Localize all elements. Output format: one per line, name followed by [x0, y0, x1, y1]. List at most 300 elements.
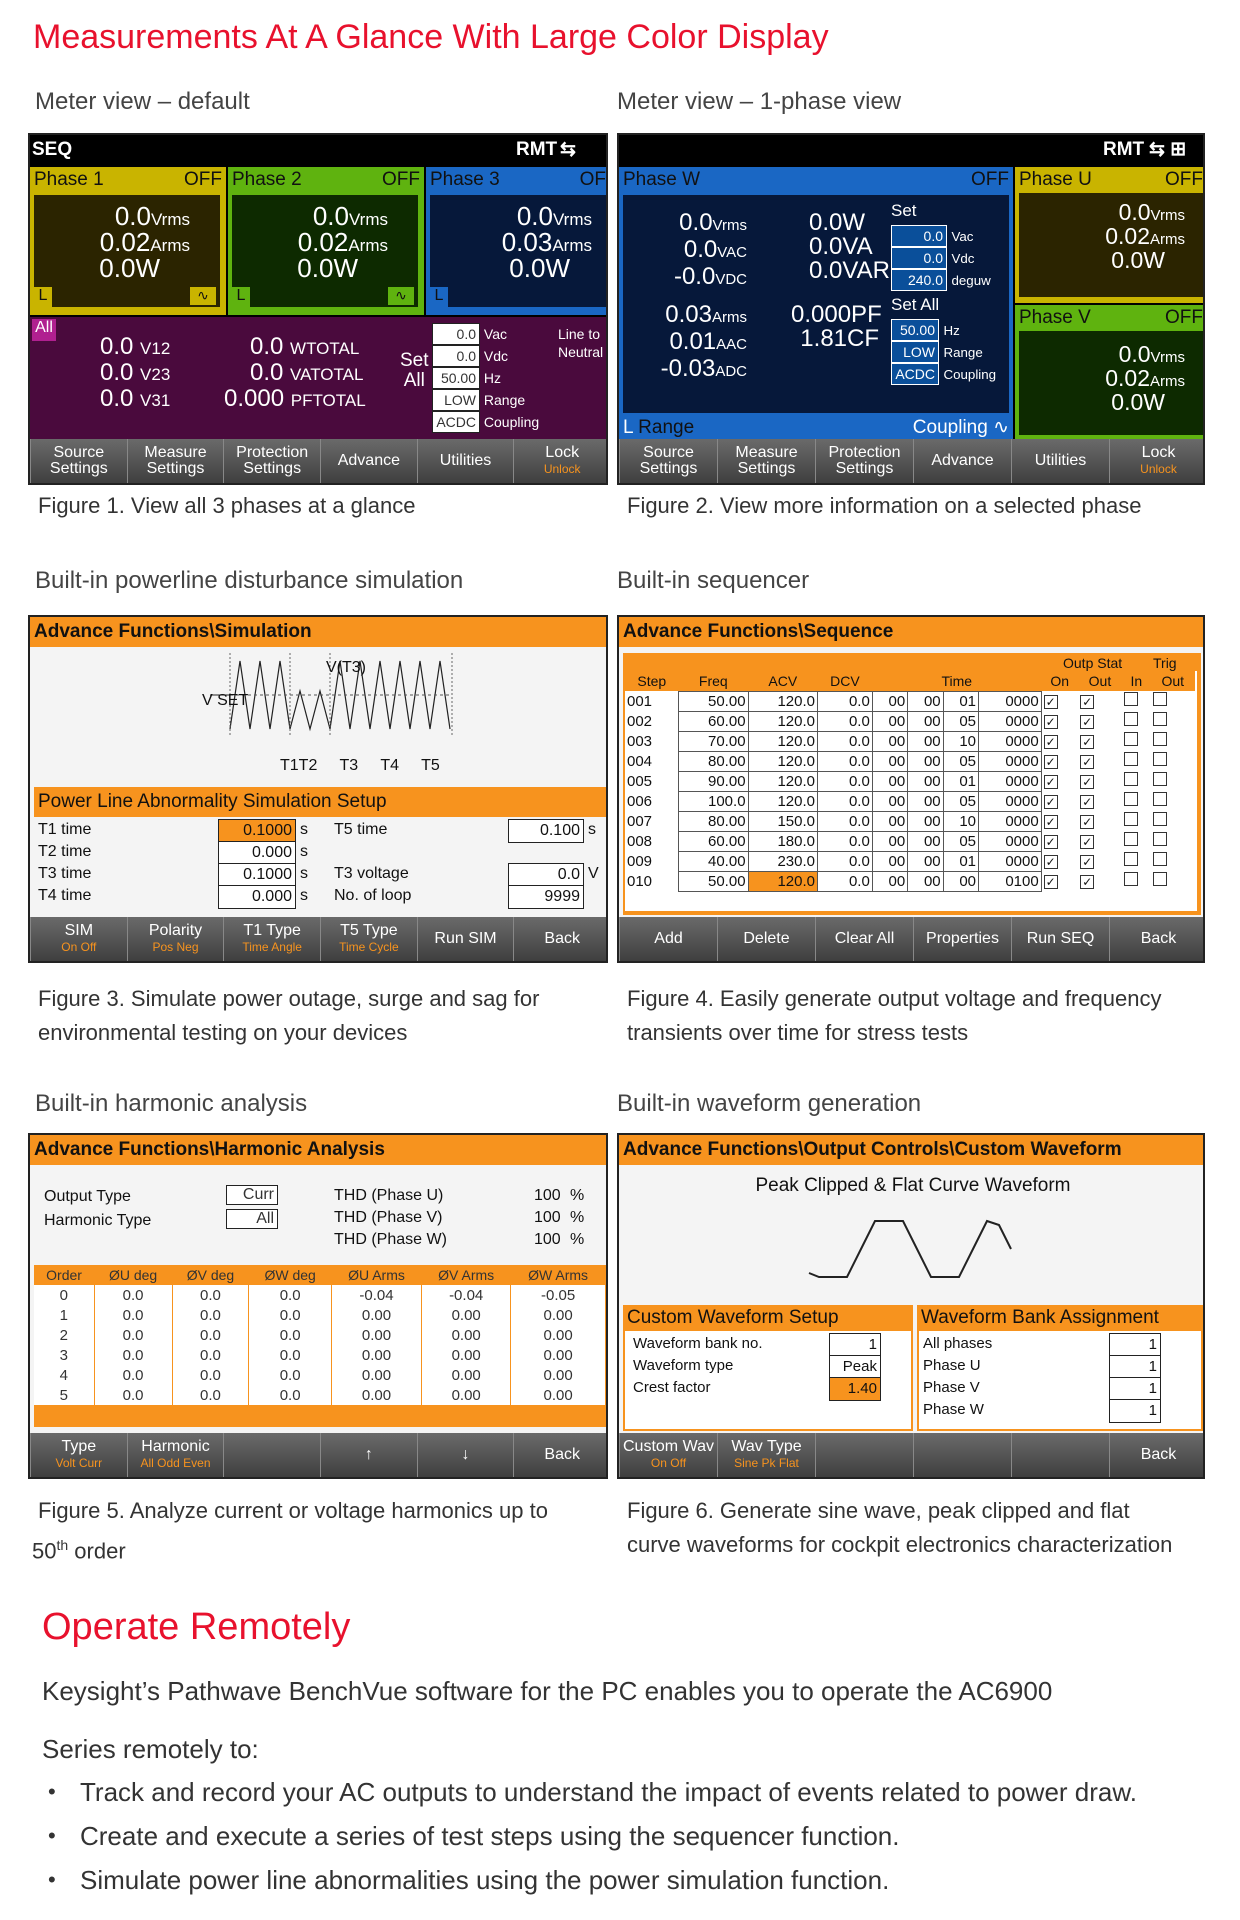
seq-header-cell: Out: [1088, 673, 1112, 689]
checkbox[interactable]: [1153, 772, 1167, 786]
screen-title: Advance Functions\Simulation: [30, 617, 606, 647]
t2-time-field[interactable]: 0.000: [218, 841, 296, 865]
seq-cell: 00: [872, 771, 907, 791]
checkbox[interactable]: ✓: [1082, 834, 1093, 849]
screen-harmonic: Advance Functions\Harmonic Analysis Output Type Harmonic Type Curr All THD (Phase U) 100 % THD (Phase V) 100 % THD (Phase W) 100 % Order ØU deg ØV deg ØW deg ØU Arms ØV Arms ØW Arms 0 0.0 0.0 0.0 -0.04 -0.04 -0.05 1 0.0 0.0 0.0 0.00 0.00 0.00 2 0.0 0.0 0.0 0.00 0.00 0.00 3 0.0 0.0 0.0 0.00 0.00 0.00 4 0.0 0.0 0.0 0.00 0.00 0.00 5 0.0 0.0 0.0 0.00 0.00 0.00 Type Volt Curr Harmonic All Odd Even ↑ ↓ Back: [28, 1133, 608, 1479]
seq-cell: 0000: [979, 691, 1042, 711]
seq-cell: 00: [872, 791, 907, 811]
phase3-title: Phase 3: [430, 169, 500, 190]
table-row[interactable]: [625, 811, 1195, 831]
harmonic-header-cell: ØW Arms: [528, 1267, 589, 1283]
seq-cell: 70.00: [679, 731, 748, 751]
seq-cell: 00: [908, 871, 943, 891]
table-row[interactable]: [625, 791, 1195, 811]
harmonic-cell: 0.00: [422, 1385, 511, 1405]
table-row: [34, 1365, 606, 1385]
section-title-measurements: Measurements At A Glance With Large Color Display: [33, 18, 829, 56]
harmonic-cell: 0.0: [249, 1365, 331, 1385]
seq-cell: 10: [943, 731, 978, 751]
seq-cell: 230.0: [748, 851, 817, 871]
seq-cell: 00: [872, 851, 907, 871]
harmonic-cell: 0.00: [331, 1365, 421, 1385]
output-type-field[interactable]: Curr: [226, 1185, 278, 1205]
harmonic-cell: 0.00: [511, 1365, 606, 1385]
checkbox[interactable]: [1153, 792, 1167, 806]
harmonic-cell: 0: [34, 1285, 94, 1305]
subheading-waveform: Built-in waveform generation: [617, 1090, 922, 1117]
t1-time-field[interactable]: 0.1000: [218, 819, 296, 843]
softkey-bar: [619, 439, 1205, 483]
seq-cell: 00: [872, 831, 907, 851]
waveform-bank-assignment: Waveform Bank Assignment All phases 1 Phase U 1 Phase V 1 Phase W 1: [917, 1305, 1203, 1431]
checkbox[interactable]: [1124, 752, 1138, 766]
seq-cell: 0000: [979, 851, 1042, 871]
seq-cell: 120.0: [748, 691, 817, 711]
seq-cell: 00: [908, 791, 943, 811]
seq-label: SEQ: [32, 139, 73, 160]
t5-time-field[interactable]: 0.100: [508, 819, 584, 843]
all-phases-panel: All 0.0 V12 0.0 V23 0.0 V31 0.0 WTOTAL 0.0 VATOTAL 0.000 PFTOTAL Set All 0.0 Vac 0.0 Vdc 50.00 Hz LOW Range ACDC Coupling Line to Neutral: [30, 317, 608, 441]
phase1-title: Phase 1: [34, 169, 104, 190]
t4-time-field[interactable]: 0.000: [218, 885, 296, 909]
harmonic-cell: 4: [34, 1365, 94, 1385]
figure3-caption: Figure 3. Simulate power outage, surge and sag for environmental testing on your devices: [38, 986, 540, 1045]
assign-w-field[interactable]: 1: [1109, 1399, 1161, 1423]
softkey-wav-type[interactable]: Wav Type Sine Pk Flat: [717, 1433, 815, 1477]
checkbox[interactable]: [1124, 712, 1138, 726]
harmonic-cell: 0.0: [94, 1385, 172, 1405]
seq-cell: 00: [908, 771, 943, 791]
harmonic-cell: 0.0: [249, 1285, 331, 1305]
harmonic-cell: 0.0: [94, 1285, 172, 1305]
harmonic-cell: 0.0: [94, 1325, 172, 1345]
seq-cell: 003: [627, 732, 653, 750]
seq-cell: 80.00: [679, 811, 748, 831]
remote-paragraph: Keysight’s Pathwave BenchVue software for the PC enables you to operate the AC6900 Series remotely to:: [42, 1676, 1053, 1764]
checkbox[interactable]: ✓: [1082, 714, 1093, 729]
harmonic-table: [34, 1265, 606, 1405]
table-row[interactable]: [625, 831, 1195, 851]
seq-cell: 00: [908, 751, 943, 771]
softkey-back[interactable]: Back: [1109, 917, 1205, 961]
seq-cell: 150.0: [748, 811, 817, 831]
set-all-list: 0.0 Vac 0.0 Vdc 50.00 Hz LOW Range ACDC Coupling: [432, 323, 539, 433]
table-row: [34, 1285, 606, 1305]
softkey-back[interactable]: Back: [1109, 1433, 1205, 1477]
t3-time-field[interactable]: 0.1000: [218, 863, 296, 887]
table-row: [34, 1385, 606, 1405]
screen-title: Advance Functions\Output Controls\Custom Waveform: [619, 1135, 1203, 1165]
softkey-empty: [1011, 1433, 1109, 1477]
seq-cell: 180.0: [748, 831, 817, 851]
harmonic-cell: 0.0: [172, 1285, 249, 1305]
bullet-item: • Simulate power line abnormalities using the power simulation function.: [42, 1858, 1137, 1902]
waveform-type-field[interactable]: Peak: [829, 1355, 881, 1379]
seq-cell: 01: [943, 851, 978, 871]
subheading-harmonic: Built-in harmonic analysis: [35, 1090, 308, 1117]
softkey-measure-settings[interactable]: Measure Settings: [717, 439, 815, 483]
seq-cell: 0100: [979, 871, 1042, 891]
assign-v-field[interactable]: 1: [1109, 1377, 1161, 1401]
seq-cell: 0000: [979, 731, 1042, 751]
harmonic-cell: 0.00: [331, 1385, 421, 1405]
softkey-utilities[interactable]: Utilities: [417, 439, 514, 483]
softkey-protection-settings[interactable]: Protection Settings: [223, 439, 320, 483]
subheading-meter-1phase: Meter view – 1-phase view: [617, 88, 902, 115]
harmonic-cell: 0.00: [331, 1325, 421, 1345]
softkey-bar: [619, 1433, 1205, 1477]
seq-header-cell: Step: [637, 673, 667, 689]
harmonic-cell: 0.00: [422, 1345, 511, 1365]
arrow-down-icon[interactable]: ↓: [417, 1433, 514, 1477]
seq-cell: 00: [872, 811, 907, 831]
checkbox[interactable]: [1153, 852, 1167, 866]
seq-cell: 002: [627, 712, 653, 730]
phase1-panel: Phase 1 OFF 0.0Vrms 0.02Arms 0.0W L ∿: [30, 167, 226, 315]
arrow-up-icon[interactable]: ↑: [320, 1433, 417, 1477]
seq-cell: 00: [908, 831, 943, 851]
checkbox[interactable]: ✓: [1045, 794, 1056, 809]
screen-sequence: Advance Functions\Sequence Outp Stat Trig Step Freq ACV DCV Time On Out In Out 001 50.00 120.0 0.0 00 00 01 0000 ✓ ✓ 002 60.00 120.0 0.0 00 00 05 0000 ✓ ✓ 003 70.00 120.0 0.0 00 00 10 0000 ✓ ✓ 004 80.00 120.0 0.0 00 00 05 0000 ✓ ✓ 005 90.00 120.0 0.0 00 00 01 0000 ✓ ✓ 006 100.0 120.0 0.0 00 00 05 0000 ✓ ✓ 007 80.00 150.0 0.0 00 00 10 0000 ✓ ✓ 008 60.00 180.0 0.0 00 00 05 0000 ✓ ✓ 009 40.00 230.0 0.0 00 00 01 0000 ✓ ✓ 010 50.00 120.0 0.0 00 00 00 0100 ✓ ✓ Add Delete Clear All Properties Run SEQ Back: [617, 615, 1205, 963]
seq-cell: 120.0: [748, 871, 817, 891]
bullet-item: • Create and execute a series of test steps using the sequencer function.: [42, 1814, 1137, 1858]
seq-cell: 120.0: [748, 791, 817, 811]
screen-meter-default: [28, 133, 608, 485]
seq-cell: 008: [627, 832, 653, 850]
table-row[interactable]: [625, 871, 1195, 891]
softkey-add[interactable]: Add: [619, 917, 717, 961]
softkey-clear-all[interactable]: Clear All: [815, 917, 913, 961]
peak-clipped-waveform: [799, 1217, 1019, 1287]
seq-header-cell: On: [1050, 673, 1070, 689]
seq-header-cell: Freq: [698, 672, 728, 689]
t-labels: T1T2 T3 T4 T5: [280, 757, 440, 774]
seq-cell: 006: [627, 792, 653, 810]
harmonic-cell: 0.0: [249, 1325, 331, 1345]
assign-all-field[interactable]: 1: [1109, 1333, 1161, 1357]
softkey-measure-settings[interactable]: Measure Settings: [127, 439, 224, 483]
screen-custom-waveform: [617, 1133, 1205, 1479]
seq-cell: 009: [627, 852, 653, 870]
seq-cell: 00: [908, 811, 943, 831]
checkbox[interactable]: ✓: [1045, 754, 1056, 769]
seq-cell: 00: [908, 691, 943, 711]
seq-cell: 00: [872, 711, 907, 731]
harmonic-header-cell: ØW deg: [264, 1267, 316, 1283]
phase1-state: OFF: [184, 169, 222, 190]
screen-title: Advance Functions\Sequence: [619, 617, 1203, 647]
harmonic-cell: 0.0: [94, 1345, 172, 1365]
usb-icon: ⇆: [560, 139, 576, 160]
checkbox[interactable]: ✓: [1082, 814, 1093, 829]
table-row: [34, 1305, 606, 1325]
seq-cell: 60.00: [679, 711, 748, 731]
seq-cell: 00: [872, 691, 907, 711]
harmonic-cell: 0.0: [172, 1345, 249, 1365]
checkbox[interactable]: ✓: [1082, 874, 1093, 889]
harmonic-cell: 0.00: [331, 1305, 421, 1325]
softkey-back[interactable]: Back: [513, 1433, 608, 1477]
table-row[interactable]: [625, 771, 1195, 791]
phase2-title: Phase 2: [232, 169, 302, 190]
table-row: [34, 1345, 606, 1365]
seq-cell: 100.0: [679, 791, 748, 811]
phase2-panel: Phase 2 OFF 0.0Vrms 0.02Arms 0.0W L ∿: [228, 167, 424, 315]
sine-icon: ∿: [190, 287, 216, 305]
harmonic-cell: 0.0: [172, 1385, 249, 1405]
crest-factor-field[interactable]: 1.40: [829, 1377, 881, 1401]
seq-cell: 00: [872, 871, 907, 891]
seq-cell: 0.0: [818, 811, 873, 831]
harmonic-cell: 0.00: [422, 1365, 511, 1385]
seq-header-cell: Time: [941, 672, 973, 689]
seq-cell: 010: [627, 872, 653, 890]
phase-u-panel: Phase U OFF 0.0Vrms 0.02Arms 0.0W: [1015, 167, 1205, 303]
seq-cell: 05: [943, 711, 978, 731]
seq-cell: 10: [943, 811, 978, 831]
checkbox[interactable]: [1153, 712, 1167, 726]
seq-cell: 120.0: [748, 731, 817, 751]
softkey-source-settings[interactable]: Source Settings: [30, 439, 127, 483]
seq-cell: 01: [943, 691, 978, 711]
harmonic-cell: 0.00: [511, 1345, 606, 1365]
harmonic-header-cell: Order: [46, 1267, 82, 1283]
harmonic-cell: 0.0: [172, 1325, 249, 1345]
subheading-sequencer: Built-in sequencer: [617, 567, 810, 594]
checkbox[interactable]: ✓: [1082, 734, 1093, 749]
seq-cell: 007: [627, 812, 653, 830]
screen-title: Advance Functions\Harmonic Analysis: [30, 1135, 606, 1165]
seq-cell: 00: [943, 871, 978, 891]
softkey-harmonic[interactable]: Harmonic All Odd Even: [127, 1433, 224, 1477]
seq-cell: 05: [943, 751, 978, 771]
checkbox[interactable]: ✓: [1082, 854, 1093, 869]
loop-count-field[interactable]: 9999: [508, 885, 584, 909]
harmonic-cell: 0.0: [94, 1305, 172, 1325]
sine-icon: ∿: [993, 417, 1009, 438]
seq-cell: 60.00: [679, 831, 748, 851]
softkey-protection-settings[interactable]: Protection Settings: [815, 439, 913, 483]
table-row[interactable]: [625, 751, 1195, 771]
harmonic-cell: 0.00: [511, 1305, 606, 1325]
softkey-lock[interactable]: Lock Unlock: [1109, 439, 1205, 483]
checkbox[interactable]: [1124, 772, 1138, 786]
bullet-item: • Track and record your AC outputs to understand the impact of events related to power draw.: [42, 1770, 1137, 1814]
softkey-delete[interactable]: Delete: [717, 917, 815, 961]
checkbox[interactable]: [1124, 872, 1138, 886]
seq-header-cell: DCV: [830, 672, 860, 689]
simulation-setup-fields: T1 time 0.1000 s T5 time 0.100 s T2 time 0.000 s T3 time 0.1000 s T3 voltage 0.0 V T4 time 0.000 s No. of loop 9999: [38, 819, 598, 907]
seq-cell: 50.00: [679, 691, 748, 711]
softkey-advance[interactable]: Advance: [320, 439, 417, 483]
checkbox[interactable]: ✓: [1045, 694, 1056, 709]
sequence-table: [625, 671, 1195, 892]
harmonic-cell: 5: [34, 1385, 94, 1405]
seq-cell: 40.00: [679, 851, 748, 871]
seq-cell: 00: [908, 711, 943, 731]
seq-header-cell: Out: [1161, 673, 1185, 689]
checkbox[interactable]: [1153, 832, 1167, 846]
t3-voltage-field[interactable]: 0.0: [508, 863, 584, 887]
seq-cell: 005: [627, 772, 653, 790]
softkey-source-settings[interactable]: Source Settings: [619, 439, 717, 483]
seq-cell: 00: [908, 851, 943, 871]
checkbox[interactable]: ✓: [1045, 774, 1056, 789]
checkbox[interactable]: [1124, 692, 1138, 706]
network-icon: ⇆ ⊞: [1149, 139, 1187, 160]
table-row[interactable]: [625, 731, 1195, 751]
seq-cell: 0.0: [818, 831, 873, 851]
harmonic-header-cell: ØV deg: [186, 1267, 235, 1283]
harmonic-cell: 0.00: [422, 1305, 511, 1325]
softkey-bar: [619, 917, 1205, 961]
checkbox[interactable]: ✓: [1045, 834, 1056, 849]
checkbox[interactable]: ✓: [1082, 774, 1093, 789]
checkbox[interactable]: [1124, 852, 1138, 866]
harmonic-cell: -0.04: [422, 1285, 511, 1305]
softkey-properties[interactable]: Properties: [913, 917, 1011, 961]
seq-cell: 00: [872, 731, 907, 751]
harmonic-cell: 0.0: [249, 1385, 331, 1405]
figure2-caption: Figure 2. View more information on a selected phase: [627, 493, 1142, 518]
checkbox[interactable]: ✓: [1082, 754, 1093, 769]
checkbox[interactable]: [1153, 872, 1167, 886]
harmonic-header-cell: ØU deg: [108, 1267, 158, 1283]
seq-cell: 120.0: [748, 771, 817, 791]
harmonic-cell: 1: [34, 1305, 94, 1325]
checkbox[interactable]: [1124, 732, 1138, 746]
softkey-t5-type[interactable]: T5 Type Time Cycle: [320, 917, 417, 961]
phase-w-panel: Phase W OFF 0.0Vrms 0.0VAC -0.0VDC 0.0W 0.0VA 0.0VAR Set 0.0 Vac 0.0 Vdc 240.0 deguw 0.03Arms 0.01AAC -0.03ADC 0.000PF 1.81CF Set All 50.00 Hz LOW Range ACDC Coupling L Range Coupling ∿: [619, 167, 1013, 441]
harmonic-cell: 0.00: [511, 1385, 606, 1405]
seq-cell: 80.00: [679, 751, 748, 771]
checkbox[interactable]: [1153, 812, 1167, 826]
seq-cell: 0.0: [818, 871, 873, 891]
seq-cell: 0000: [979, 831, 1042, 851]
bank-number-field[interactable]: 1: [829, 1333, 881, 1357]
checkbox[interactable]: [1153, 732, 1167, 746]
softkey-custom-wav[interactable]: Custom Wav On Off: [619, 1433, 717, 1477]
harmonic-cell: 0.00: [511, 1325, 606, 1345]
softkey-t1-type[interactable]: T1 Type Time Angle: [223, 917, 320, 961]
harmonic-cell: 2: [34, 1325, 94, 1345]
checkbox[interactable]: ✓: [1082, 694, 1093, 709]
seq-cell: 0.0: [818, 771, 873, 791]
rmt-label: RMT: [516, 139, 558, 160]
seq-cell: 0.0: [818, 731, 873, 751]
softkey-lock[interactable]: Lock Unlock: [513, 439, 608, 483]
seq-cell: 90.00: [679, 771, 748, 791]
subheading-simulation: Built-in powerline disturbance simulation: [35, 567, 464, 594]
assign-u-field[interactable]: 1: [1109, 1355, 1161, 1379]
softkey-run-sim[interactable]: Run SIM: [417, 917, 514, 961]
section-title-remote: Operate Remotely: [42, 1606, 351, 1648]
softkey-empty: [815, 1433, 913, 1477]
table-row[interactable]: [625, 851, 1195, 871]
seq-cell: 0000: [979, 751, 1042, 771]
seq-header-cell: ACV: [768, 672, 798, 689]
checkbox[interactable]: [1124, 792, 1138, 806]
checkbox[interactable]: [1153, 692, 1167, 706]
thd-list: THD (Phase U) 100 % THD (Phase V) 100 % THD (Phase W) 100 %: [334, 1187, 585, 1248]
softkey-empty: [913, 1433, 1011, 1477]
table-row[interactable]: [625, 711, 1195, 731]
checkbox[interactable]: [1124, 832, 1138, 846]
checkbox[interactable]: ✓: [1045, 734, 1056, 749]
harmonic-cell: 3: [34, 1345, 94, 1365]
softkey-sim[interactable]: SIM On Off: [30, 917, 127, 961]
softkey-polarity[interactable]: Polarity Pos Neg: [127, 917, 224, 961]
seq-cell: 00: [908, 731, 943, 751]
checkbox[interactable]: ✓: [1045, 814, 1056, 829]
seq-header-cell: In: [1130, 673, 1143, 689]
harmonic-cell: 0.0: [249, 1305, 331, 1325]
seq-cell: 0.0: [818, 691, 873, 711]
checkbox[interactable]: [1124, 812, 1138, 826]
softkey-utilities[interactable]: Utilities: [1011, 439, 1109, 483]
seq-cell: 0.0: [818, 791, 873, 811]
checkbox[interactable]: ✓: [1045, 714, 1056, 729]
softkey-run-seq[interactable]: Run SEQ: [1011, 917, 1109, 961]
table-row: [34, 1325, 606, 1345]
seq-cell: 50.00: [679, 871, 748, 891]
harmonic-header-cell: ØV Arms: [438, 1267, 495, 1283]
screen-simulation: Advance Functions\Simulation V SET V(T3) T1T2 T3 T4 T5 Power Line Abnormality Simulation Setup T1 time 0.1000 s T5 time 0.100 s T2 time 0.000 s T3 time 0.1000 s T3 voltage 0.0 V T4 time 0.000 s No. of loop 9999 SIM On Off Polarity Pos Neg T1 Type Time Angle T5 Type Time Cycle Run SIM Back: [28, 615, 608, 963]
figure1-caption: Figure 1. View all 3 phases at a glance: [38, 493, 416, 518]
softkey-back[interactable]: Back: [513, 917, 608, 961]
checkbox[interactable]: [1153, 752, 1167, 766]
harmonic-cell: -0.04: [331, 1285, 421, 1305]
harmonic-cell: 0.00: [331, 1345, 421, 1365]
harmonic-type-field[interactable]: All: [226, 1209, 278, 1229]
seq-cell: 0000: [979, 711, 1042, 731]
softkey-bar: [30, 439, 608, 483]
phase-v-panel: Phase V OFF 0.0Vrms 0.02Arms 0.0W: [1015, 305, 1205, 441]
figure5-caption: Figure 5. Analyze current or voltage harmonics up to 50th order: [32, 1498, 548, 1564]
checkbox[interactable]: ✓: [1082, 794, 1093, 809]
harmonic-cell: -0.05: [511, 1285, 606, 1305]
seq-cell: 0000: [979, 791, 1042, 811]
seq-cell: 0.0: [818, 751, 873, 771]
checkbox[interactable]: ✓: [1045, 874, 1056, 889]
seq-cell: 01: [943, 771, 978, 791]
checkbox[interactable]: ✓: [1045, 854, 1056, 869]
seq-cell: 05: [943, 791, 978, 811]
softkey-advance[interactable]: Advance: [913, 439, 1011, 483]
sine-icon: ∿: [388, 287, 414, 305]
custom-waveform-setup: Custom Waveform Setup Waveform bank no. 1 Waveform type Peak Crest factor 1.40: [623, 1305, 913, 1431]
seq-cell: 00: [872, 751, 907, 771]
harmonic-cell: 0.0: [94, 1365, 172, 1385]
softkey-type[interactable]: Type Volt Curr: [30, 1433, 127, 1477]
harmonic-cell: 0.0: [172, 1305, 249, 1325]
waveform-title: Peak Clipped & Flat Curve Waveform: [755, 1175, 1071, 1196]
harmonic-header-cell: ØU Arms: [348, 1267, 405, 1283]
seq-cell: 0000: [979, 811, 1042, 831]
seq-cell: 0000: [979, 771, 1042, 791]
seq-cell: 120.0: [748, 711, 817, 731]
table-row[interactable]: [625, 691, 1195, 711]
harmonic-cell: 0.00: [422, 1325, 511, 1345]
seq-cell: 0.0: [818, 851, 873, 871]
remote-bullets: [42, 1770, 1137, 1902]
harmonic-cell: 0.0: [172, 1365, 249, 1385]
setup-header: Power Line Abnormality Simulation Setup: [34, 787, 606, 817]
softkey-bar: [30, 1433, 608, 1477]
seq-cell: 120.0: [748, 751, 817, 771]
softkey-bar: [30, 917, 608, 961]
harmonic-cell: 0.0: [249, 1345, 331, 1365]
